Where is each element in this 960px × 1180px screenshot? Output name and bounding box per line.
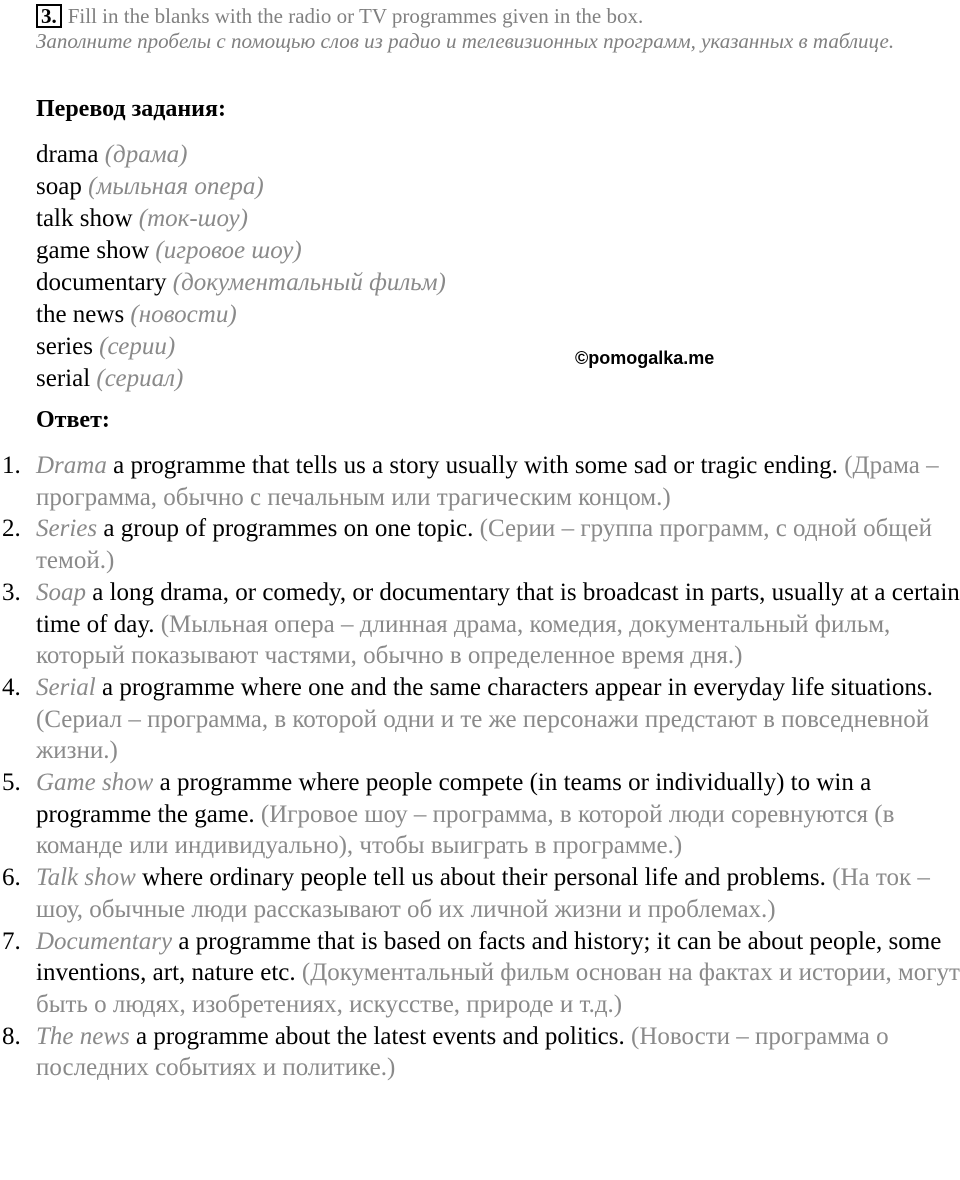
answer-text: a programme that is based on facts and history; it can be about people, some inventions, art, nature etc. (36, 927, 942, 987)
answer-number: 3. (2, 578, 21, 606)
vocabulary-translation: (новости) (130, 301, 237, 328)
answer-term: Soap (36, 578, 86, 606)
answer-number: 8. (2, 1022, 21, 1050)
answer-number: 1. (2, 452, 21, 479)
vocabulary-term: talk show (36, 205, 133, 232)
answer-item (0, 862, 960, 925)
answer-translation: (Игровое шоу – программа, в которой люди соревнуются (в команде или индивидуально), чтобы выиграть в программе.) (36, 800, 895, 860)
answer-term: Series (36, 515, 98, 543)
answer-number: 6. (2, 864, 21, 892)
vocabulary-term: documentary (36, 269, 167, 296)
vocabulary-translation: (игровое шоу) (155, 237, 302, 264)
answer-term: Talk show (36, 864, 136, 892)
vocabulary-item (36, 363, 446, 395)
answer-item (0, 767, 960, 862)
answer-translation: (Документальный фильм основан на фактах и истории, могут быть о людях, изобретениях, искусстве, природе и т.д.) (36, 959, 960, 1018)
answer-heading: Ответ: (36, 407, 110, 433)
answer-number: 5. (2, 769, 21, 797)
vocabulary-term: game show (36, 237, 150, 264)
watermark: ©pomogalka.me (575, 348, 715, 368)
task-instruction-ru: Заполните пробелы с помощью слов из радио и телевизионных программ, указанных в таблице. (36, 29, 895, 53)
answer-item (0, 513, 960, 576)
vocabulary-translation: (ток-шоу) (138, 205, 248, 232)
answer-item (0, 1021, 960, 1084)
vocabulary-translation: (мыльная опера) (88, 173, 264, 200)
answer-term: The news (36, 1022, 130, 1050)
answer-translation: (На ток – шоу, обычные люди рассказывают об их личной жизни и проблемах.) (36, 864, 930, 923)
vocabulary-translation: (драма) (104, 141, 188, 168)
answer-text: a programme about the latest events and politics. (136, 1022, 625, 1050)
vocabulary-item (36, 235, 446, 267)
task-instruction (36, 4, 936, 28)
vocabulary-item (36, 267, 446, 299)
task-instruction-en: Fill in the blanks with the radio or TV programmes given in the box. (67, 4, 644, 28)
task-number: 3. (36, 4, 62, 28)
answer-text: where ordinary people tell us about their personal life and problems. (142, 864, 826, 892)
vocabulary-item (36, 139, 446, 171)
answer-list (0, 450, 960, 1084)
answer-term: Game show (36, 769, 154, 797)
translation-heading: Перевод задания: (36, 96, 226, 122)
answer-term: Serial (36, 673, 96, 701)
answer-translation: (Серии – группа программ, с одной общей темой.) (36, 515, 933, 575)
task-header (36, 4, 936, 55)
vocabulary-translation: (документальный фильм) (172, 269, 446, 296)
answer-item (0, 450, 960, 513)
answer-translation: (Мыльная опера – длинная драма, комедия, документальный фильм, который показывают частями, обычно в определенное время дня.) (36, 610, 891, 670)
answer-text: a programme where people compete (in teams or individually) to win a programme the game. (36, 769, 872, 828)
answer-text: a programme where one and the same characters appear in everyday life situations. (101, 673, 933, 701)
answer-term: Documentary (36, 927, 173, 955)
answer-text: a group of programmes on one topic. (103, 515, 474, 543)
answer-number: 7. (2, 927, 21, 955)
vocabulary-term: serial (36, 365, 91, 392)
vocabulary-term: soap (36, 173, 82, 200)
answer-text: a long drama, or comedy, or documentary that is broadcast in parts, usually at a certain time of day. (36, 578, 960, 638)
vocabulary-term: series (36, 333, 93, 360)
vocabulary-translation: (сериал) (96, 365, 184, 392)
vocabulary-translation: (серии) (99, 333, 176, 360)
vocabulary-item (36, 299, 446, 331)
vocabulary-term: drama (36, 141, 99, 168)
answer-item (0, 577, 960, 672)
vocabulary-term: the news (36, 301, 125, 328)
answer-item (0, 926, 960, 1021)
answer-number: 2. (2, 515, 21, 543)
vocabulary-item (36, 171, 446, 203)
answer-text: a programme that tells us a story usually with some sad or tragic ending. (113, 452, 838, 479)
vocabulary-item (36, 331, 446, 363)
vocabulary-item (36, 203, 446, 235)
answer-item (0, 672, 960, 767)
answer-translation: (Драма – программа, обычно с печальным или трагическим концом.) (36, 452, 939, 511)
answer-number: 4. (2, 673, 21, 701)
answer-term: Drama (36, 452, 107, 479)
answer-translation: (Сериал – программа, в которой одни и те же персонажи предстают в повседневной жизни.) (36, 705, 930, 765)
answer-translation: (Новости – программа о последних событиях и политике.) (36, 1022, 889, 1082)
vocabulary-list (36, 139, 446, 395)
